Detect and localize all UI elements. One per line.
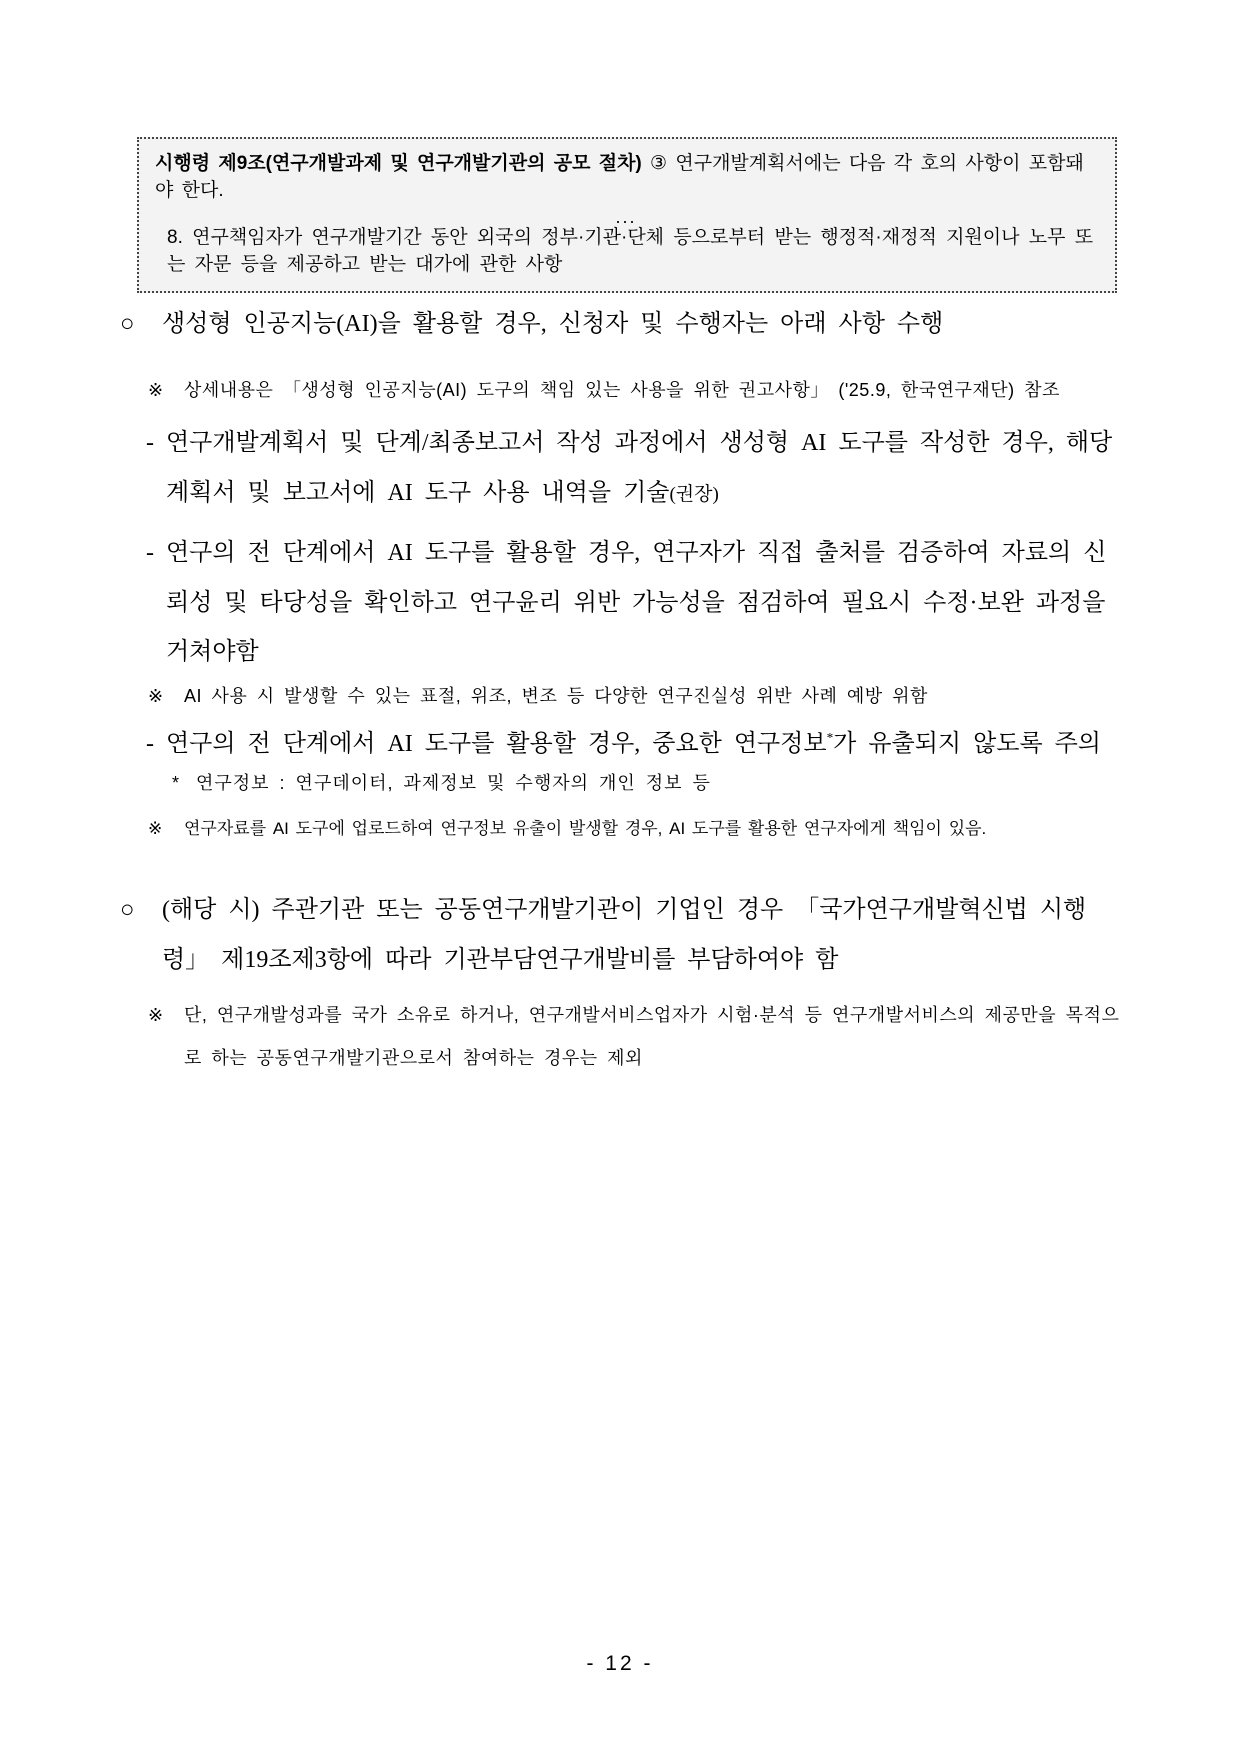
regulation-item-8: 8. 연구책임자가 연구개발기간 동안 외국의 정부·기관·단체 등으로부터 받는 행정적·재정적 지원이나 노무 또는 자문 등을 제공하고 받는 대가에 관한 사항	[167, 227, 1094, 276]
circle-bullet-marker: ○	[120, 311, 135, 337]
note-research-integrity	[148, 684, 1124, 709]
note-research-info-definition-text: 연구정보 : 연구데이터, 과제정보 및 수행자의 개인 정보 등	[196, 773, 711, 794]
regulation-heading-title: 시행령 제9조(연구개발과제 및 연구개발기관의 공모 절차)	[155, 153, 642, 174]
dash-info-leak-text-after: 가 유출되지 않도록 주의	[833, 730, 1101, 757]
note-upload-responsibility	[148, 817, 1124, 841]
note-upload-responsibility-text: 연구자료를 AI 도구에 업로드하여 연구정보 유출이 발생할 경우, AI 도구를 활용한 연구자에게 책임이 있음.	[184, 818, 987, 838]
bullet-generative-ai-text: 생성형 인공지능(AI)을 활용할 경우, 신청자 및 수행자는 아래 사항 수행	[162, 311, 944, 337]
reference-mark: ※	[148, 1005, 164, 1026]
dash-source-verification	[146, 529, 1124, 679]
dash-report-description-text: 연구개발계획서 및 단계/최종보고서 작성 과정에서 생성형 AI 도구를 작성한 경우, 해당 계획서 및 보고서에 AI 도구 사용 내역을 기술	[166, 429, 1113, 506]
reference-mark: ※	[148, 818, 163, 838]
bullet-institution-fee	[120, 886, 1124, 986]
circle-bullet-marker: ○	[120, 897, 135, 924]
dash-source-verification-text: 연구의 전 단계에서 AI 도구를 활용할 경우, 연구자가 직접 출처를 검증하여 자료의 신뢰성 및 타당성을 확인하고 연구윤리 위반 가능성을 점검하여 필요시 수정·보완 과정을 거쳐야함	[166, 539, 1107, 666]
regulation-heading	[155, 151, 1097, 205]
note-detail-reference	[148, 378, 1124, 403]
body-content	[120, 308, 1124, 1081]
note-detail-reference-text: 상세내용은 「생성형 인공지능(AI) 도구의 책임 있는 사용을 위한 권고사항」 ('25.9, 한국연구재단) 참조	[184, 379, 1060, 400]
dash-report-description-suffix: (권장)	[669, 483, 719, 505]
note-exception-text: 단, 연구개발성과를 국가 소유로 하거나, 연구개발서비스업자가 시험·분석 등 연구개발서비스의 제공만을 목적으로 하는 공동연구개발기관으로서 참여하는 경우는 제외	[184, 1005, 1120, 1069]
note-exception	[148, 994, 1124, 1080]
page-number: - 12 -	[586, 1652, 654, 1675]
bullet-institution-fee-text: (해당 시) 주관기관 또는 공동연구개발기관이 기업인 경우 「국가연구개발혁신법 시행령」 제19조제3항에 따라 기관부담연구개발비를 부담하여야 함	[162, 897, 1087, 974]
regulation-heading-rest: ③ 연구개발계획서에는 다음 각 호의 사항이 포함돼야 한다.	[155, 153, 1084, 201]
note-research-integrity-text: AI 사용 시 발생할 수 있는 표절, 위조, 변조 등 다양한 연구진실성 위반 사례 예방 위함	[184, 686, 928, 707]
reference-mark: ※	[148, 379, 164, 400]
regulation-ellipsis: ...	[615, 206, 637, 227]
dash-marker: -	[146, 730, 154, 757]
dash-info-leak-text-before: 연구의 전 단계에서 AI 도구를 활용할 경우, 중요한 연구정보	[166, 730, 827, 757]
dash-marker: -	[146, 539, 154, 566]
dash-marker: -	[146, 429, 154, 456]
regulation-notice-box	[137, 137, 1117, 293]
asterisk-superscript: *	[826, 729, 834, 745]
reference-mark: ※	[148, 686, 164, 707]
note-research-info-definition	[172, 771, 1124, 796]
bullet-generative-ai	[120, 308, 1124, 342]
dash-info-leak	[146, 720, 1124, 770]
dash-report-description	[146, 419, 1124, 519]
asterisk-mark: *	[172, 773, 181, 794]
